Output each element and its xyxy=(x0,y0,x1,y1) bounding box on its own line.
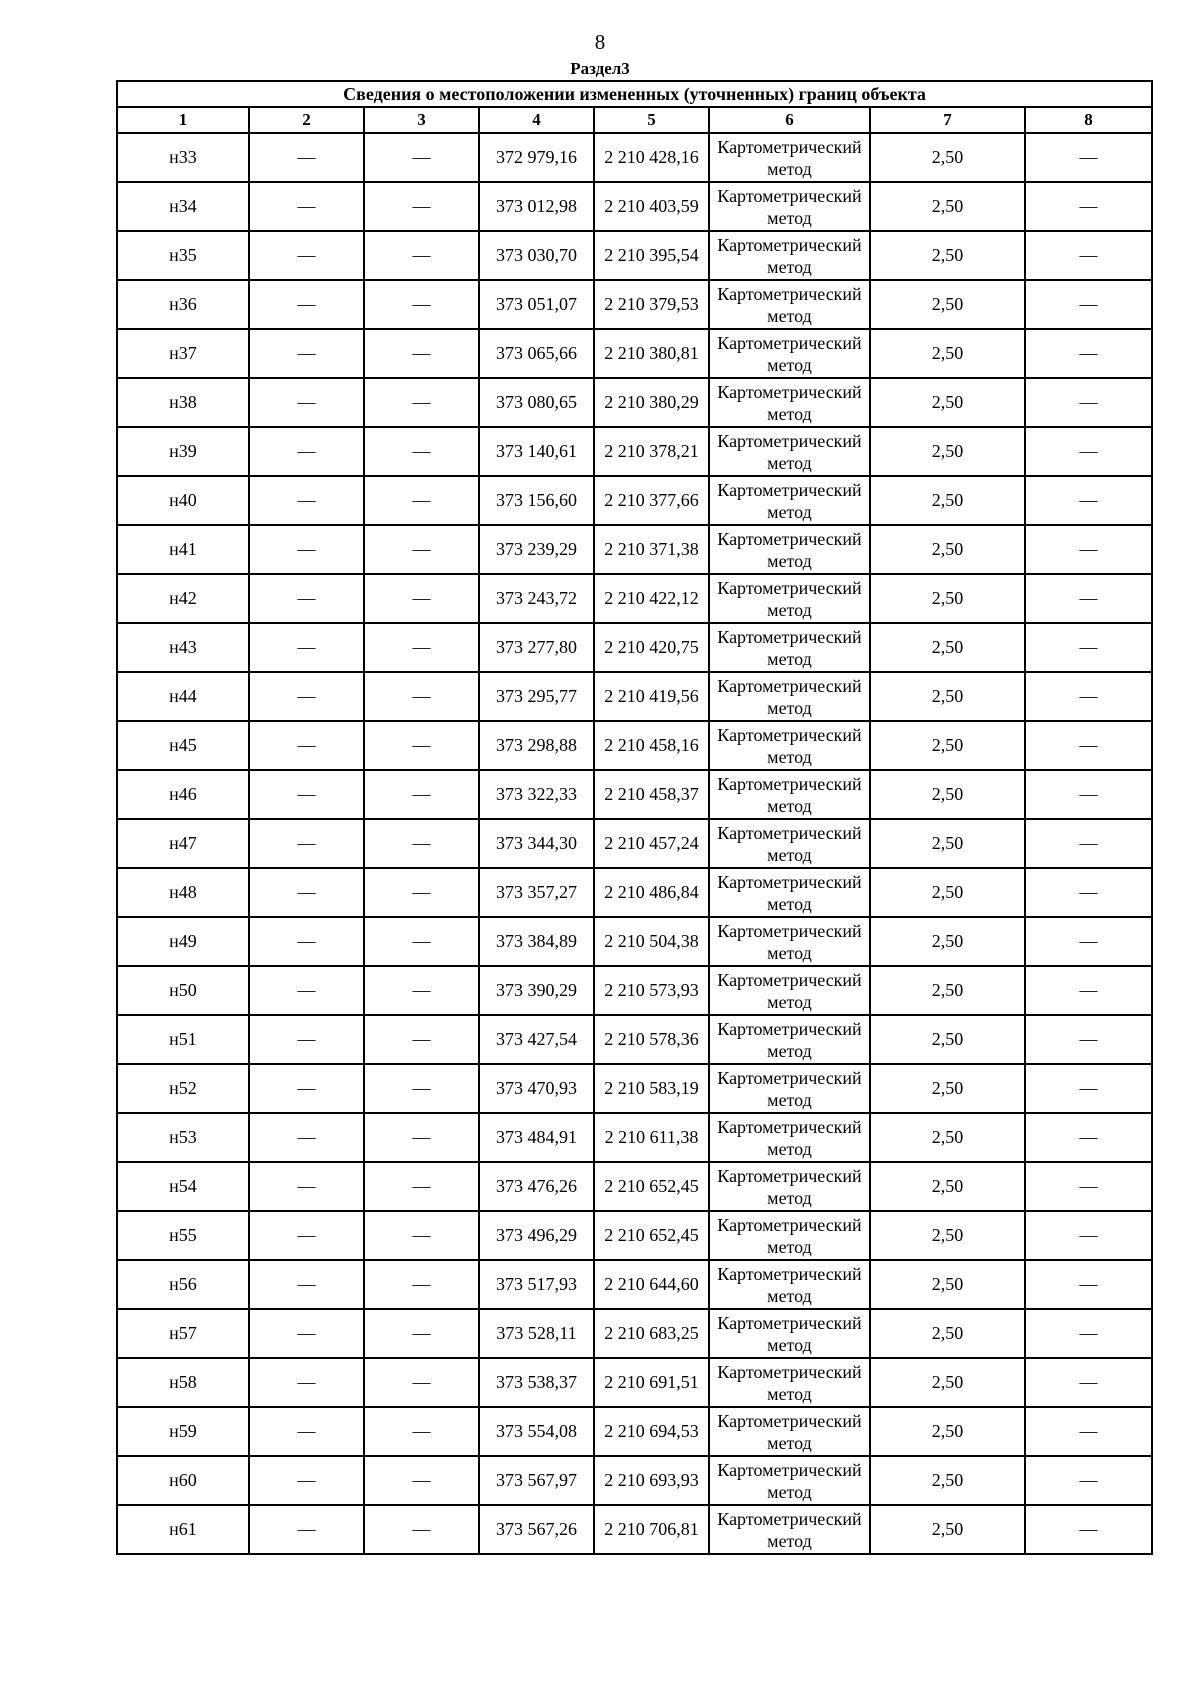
x-coordinate-cell: 373 080,65 xyxy=(479,378,594,427)
y-coordinate-cell: 2 210 611,38 xyxy=(594,1113,709,1162)
point-number-cell: н55 xyxy=(117,1211,249,1260)
empty-cell: — xyxy=(249,1505,364,1554)
y-coordinate-cell: 2 210 573,93 xyxy=(594,966,709,1015)
empty-cell: — xyxy=(364,819,479,868)
y-coordinate-cell: 2 210 683,25 xyxy=(594,1309,709,1358)
accuracy-cell: 2,50 xyxy=(870,476,1025,525)
table-row xyxy=(117,525,1152,574)
accuracy-cell: 2,50 xyxy=(870,1260,1025,1309)
y-coordinate-cell: 2 210 377,66 xyxy=(594,476,709,525)
empty-cell: — xyxy=(364,182,479,231)
empty-cell: — xyxy=(249,1456,364,1505)
point-number-cell: н36 xyxy=(117,280,249,329)
table-body xyxy=(117,133,1152,1554)
empty-cell: — xyxy=(1025,525,1152,574)
point-number-cell: н35 xyxy=(117,231,249,280)
method-cell: Картометрический метод xyxy=(709,1113,870,1162)
table-row xyxy=(117,1456,1152,1505)
empty-cell: — xyxy=(1025,966,1152,1015)
x-coordinate-cell: 373 322,33 xyxy=(479,770,594,819)
accuracy-cell: 2,50 xyxy=(870,1113,1025,1162)
point-number-cell: н58 xyxy=(117,1358,249,1407)
empty-cell: — xyxy=(249,231,364,280)
method-cell: Картометрический метод xyxy=(709,1064,870,1113)
empty-cell: — xyxy=(1025,280,1152,329)
accuracy-cell: 2,50 xyxy=(870,1064,1025,1113)
method-cell: Картометрический метод xyxy=(709,721,870,770)
x-coordinate-cell: 373 051,07 xyxy=(479,280,594,329)
method-cell: Картометрический метод xyxy=(709,868,870,917)
table-row xyxy=(117,770,1152,819)
method-cell: Картометрический метод xyxy=(709,1456,870,1505)
table-row xyxy=(117,1260,1152,1309)
method-cell: Картометрический метод xyxy=(709,280,870,329)
empty-cell: — xyxy=(1025,1407,1152,1456)
x-coordinate-cell: 373 390,29 xyxy=(479,966,594,1015)
method-cell: Картометрический метод xyxy=(709,623,870,672)
y-coordinate-cell: 2 210 693,93 xyxy=(594,1456,709,1505)
y-coordinate-cell: 2 210 428,16 xyxy=(594,133,709,182)
point-number-cell: н60 xyxy=(117,1456,249,1505)
empty-cell: — xyxy=(249,1064,364,1113)
accuracy-cell: 2,50 xyxy=(870,329,1025,378)
point-number-cell: н50 xyxy=(117,966,249,1015)
y-coordinate-cell: 2 210 422,12 xyxy=(594,574,709,623)
point-number-cell: н41 xyxy=(117,525,249,574)
y-coordinate-cell: 2 210 644,60 xyxy=(594,1260,709,1309)
table-row xyxy=(117,574,1152,623)
x-coordinate-cell: 373 298,88 xyxy=(479,721,594,770)
table-row xyxy=(117,133,1152,182)
empty-cell: — xyxy=(249,672,364,721)
y-coordinate-cell: 2 210 457,24 xyxy=(594,819,709,868)
table-row xyxy=(117,917,1152,966)
x-coordinate-cell: 373 156,60 xyxy=(479,476,594,525)
empty-cell: — xyxy=(1025,868,1152,917)
y-coordinate-cell: 2 210 379,53 xyxy=(594,280,709,329)
empty-cell: — xyxy=(1025,770,1152,819)
accuracy-cell: 2,50 xyxy=(870,1211,1025,1260)
x-coordinate-cell: 373 277,80 xyxy=(479,623,594,672)
empty-cell: — xyxy=(249,1211,364,1260)
accuracy-cell: 2,50 xyxy=(870,427,1025,476)
table-row xyxy=(117,1064,1152,1113)
table-row xyxy=(117,1407,1152,1456)
empty-cell: — xyxy=(249,1162,364,1211)
empty-cell: — xyxy=(249,427,364,476)
x-coordinate-cell: 373 517,93 xyxy=(479,1260,594,1309)
empty-cell: — xyxy=(364,476,479,525)
point-number-cell: н51 xyxy=(117,1015,249,1064)
accuracy-cell: 2,50 xyxy=(870,1407,1025,1456)
empty-cell: — xyxy=(249,721,364,770)
x-coordinate-cell: 373 012,98 xyxy=(479,182,594,231)
empty-cell: — xyxy=(249,770,364,819)
table-row xyxy=(117,280,1152,329)
accuracy-cell: 2,50 xyxy=(870,1309,1025,1358)
accuracy-cell: 2,50 xyxy=(870,1358,1025,1407)
table-row xyxy=(117,1309,1152,1358)
point-number-cell: н42 xyxy=(117,574,249,623)
accuracy-cell: 2,50 xyxy=(870,770,1025,819)
point-number-cell: н46 xyxy=(117,770,249,819)
point-number-cell: н40 xyxy=(117,476,249,525)
empty-cell: — xyxy=(249,917,364,966)
method-cell: Картометрический метод xyxy=(709,427,870,476)
table-row xyxy=(117,182,1152,231)
column-number: 5 xyxy=(594,107,709,133)
accuracy-cell: 2,50 xyxy=(870,1456,1025,1505)
point-number-cell: н43 xyxy=(117,623,249,672)
y-coordinate-cell: 2 210 578,36 xyxy=(594,1015,709,1064)
y-coordinate-cell: 2 210 652,45 xyxy=(594,1162,709,1211)
empty-cell: — xyxy=(364,427,479,476)
y-coordinate-cell: 2 210 403,59 xyxy=(594,182,709,231)
point-number-cell: н61 xyxy=(117,1505,249,1554)
point-number-cell: н38 xyxy=(117,378,249,427)
empty-cell: — xyxy=(249,525,364,574)
method-cell: Картометрический метод xyxy=(709,1211,870,1260)
accuracy-cell: 2,50 xyxy=(870,917,1025,966)
accuracy-cell: 2,50 xyxy=(870,868,1025,917)
boundary-coordinates-table xyxy=(116,80,1153,1555)
accuracy-cell: 2,50 xyxy=(870,966,1025,1015)
empty-cell: — xyxy=(1025,1113,1152,1162)
empty-cell: — xyxy=(1025,819,1152,868)
point-number-cell: н54 xyxy=(117,1162,249,1211)
x-coordinate-cell: 373 538,37 xyxy=(479,1358,594,1407)
point-number-cell: н44 xyxy=(117,672,249,721)
accuracy-cell: 2,50 xyxy=(870,672,1025,721)
x-coordinate-cell: 373 357,27 xyxy=(479,868,594,917)
empty-cell: — xyxy=(1025,1162,1152,1211)
method-cell: Картометрический метод xyxy=(709,574,870,623)
empty-cell: — xyxy=(249,133,364,182)
accuracy-cell: 2,50 xyxy=(870,231,1025,280)
point-number-cell: н47 xyxy=(117,819,249,868)
y-coordinate-cell: 2 210 419,56 xyxy=(594,672,709,721)
method-cell: Картометрический метод xyxy=(709,231,870,280)
empty-cell: — xyxy=(364,1162,479,1211)
empty-cell: — xyxy=(249,1407,364,1456)
accuracy-cell: 2,50 xyxy=(870,721,1025,770)
empty-cell: — xyxy=(364,1505,479,1554)
empty-cell: — xyxy=(249,476,364,525)
empty-cell: — xyxy=(249,819,364,868)
accuracy-cell: 2,50 xyxy=(870,525,1025,574)
empty-cell: — xyxy=(249,1015,364,1064)
empty-cell: — xyxy=(249,1358,364,1407)
empty-cell: — xyxy=(249,280,364,329)
point-number-cell: н57 xyxy=(117,1309,249,1358)
empty-cell: — xyxy=(364,623,479,672)
table-row xyxy=(117,966,1152,1015)
method-cell: Картометрический метод xyxy=(709,1358,870,1407)
empty-cell: — xyxy=(249,1309,364,1358)
point-number-cell: н52 xyxy=(117,1064,249,1113)
method-cell: Картометрический метод xyxy=(709,329,870,378)
empty-cell: — xyxy=(1025,721,1152,770)
empty-cell: — xyxy=(364,721,479,770)
empty-cell: — xyxy=(1025,231,1152,280)
method-cell: Картометрический метод xyxy=(709,966,870,1015)
table-caption: Сведения о местоположении измененных (уточненных) границ объекта xyxy=(117,81,1152,107)
method-cell: Картометрический метод xyxy=(709,770,870,819)
empty-cell: — xyxy=(249,574,364,623)
empty-cell: — xyxy=(249,623,364,672)
section-title: Раздел3 xyxy=(570,59,630,78)
empty-cell: — xyxy=(1025,1015,1152,1064)
empty-cell: — xyxy=(1025,1505,1152,1554)
accuracy-cell: 2,50 xyxy=(870,574,1025,623)
point-number-cell: н48 xyxy=(117,868,249,917)
point-number-cell: н53 xyxy=(117,1113,249,1162)
method-cell: Картометрический метод xyxy=(709,1309,870,1358)
empty-cell: — xyxy=(1025,1456,1152,1505)
accuracy-cell: 2,50 xyxy=(870,378,1025,427)
column-number: 7 xyxy=(870,107,1025,133)
y-coordinate-cell: 2 210 504,38 xyxy=(594,917,709,966)
empty-cell: — xyxy=(364,1260,479,1309)
x-coordinate-cell: 373 554,08 xyxy=(479,1407,594,1456)
table-row xyxy=(117,1113,1152,1162)
x-coordinate-cell: 373 344,30 xyxy=(479,819,594,868)
table-row xyxy=(117,1358,1152,1407)
table-row xyxy=(117,1211,1152,1260)
y-coordinate-cell: 2 210 458,37 xyxy=(594,770,709,819)
accuracy-cell: 2,50 xyxy=(870,1505,1025,1554)
table-row xyxy=(117,721,1152,770)
y-coordinate-cell: 2 210 378,21 xyxy=(594,427,709,476)
empty-cell: — xyxy=(364,1456,479,1505)
point-number-cell: н33 xyxy=(117,133,249,182)
empty-cell: — xyxy=(1025,1309,1152,1358)
empty-cell: — xyxy=(364,1015,479,1064)
empty-cell: — xyxy=(364,133,479,182)
column-number: 8 xyxy=(1025,107,1152,133)
accuracy-cell: 2,50 xyxy=(870,1015,1025,1064)
empty-cell: — xyxy=(1025,623,1152,672)
x-coordinate-cell: 372 979,16 xyxy=(479,133,594,182)
y-coordinate-cell: 2 210 371,38 xyxy=(594,525,709,574)
y-coordinate-cell: 2 210 380,29 xyxy=(594,378,709,427)
point-number-cell: н39 xyxy=(117,427,249,476)
empty-cell: — xyxy=(364,1211,479,1260)
x-coordinate-cell: 373 140,61 xyxy=(479,427,594,476)
empty-cell: — xyxy=(364,1358,479,1407)
empty-cell: — xyxy=(1025,917,1152,966)
x-coordinate-cell: 373 528,11 xyxy=(479,1309,594,1358)
point-number-cell: н56 xyxy=(117,1260,249,1309)
empty-cell: — xyxy=(364,1407,479,1456)
method-cell: Картометрический метод xyxy=(709,378,870,427)
empty-cell: — xyxy=(364,868,479,917)
x-coordinate-cell: 373 427,54 xyxy=(479,1015,594,1064)
empty-cell: — xyxy=(1025,427,1152,476)
accuracy-cell: 2,50 xyxy=(870,182,1025,231)
empty-cell: — xyxy=(1025,574,1152,623)
column-number-row xyxy=(117,107,1152,133)
empty-cell: — xyxy=(249,966,364,1015)
table-row xyxy=(117,476,1152,525)
x-coordinate-cell: 373 030,70 xyxy=(479,231,594,280)
y-coordinate-cell: 2 210 486,84 xyxy=(594,868,709,917)
x-coordinate-cell: 373 567,26 xyxy=(479,1505,594,1554)
x-coordinate-cell: 373 470,93 xyxy=(479,1064,594,1113)
table-row xyxy=(117,868,1152,917)
method-cell: Картометрический метод xyxy=(709,819,870,868)
accuracy-cell: 2,50 xyxy=(870,819,1025,868)
x-coordinate-cell: 373 567,97 xyxy=(479,1456,594,1505)
table-row xyxy=(117,1162,1152,1211)
empty-cell: — xyxy=(249,1113,364,1162)
y-coordinate-cell: 2 210 380,81 xyxy=(594,329,709,378)
column-number: 1 xyxy=(117,107,249,133)
empty-cell: — xyxy=(249,868,364,917)
accuracy-cell: 2,50 xyxy=(870,133,1025,182)
point-number-cell: н37 xyxy=(117,329,249,378)
method-cell: Картометрический метод xyxy=(709,1505,870,1554)
point-number-cell: н45 xyxy=(117,721,249,770)
empty-cell: — xyxy=(364,378,479,427)
method-cell: Картометрический метод xyxy=(709,525,870,574)
empty-cell: — xyxy=(1025,1064,1152,1113)
table-row xyxy=(117,231,1152,280)
method-cell: Картометрический метод xyxy=(709,1015,870,1064)
empty-cell: — xyxy=(364,672,479,721)
empty-cell: — xyxy=(1025,1358,1152,1407)
empty-cell: — xyxy=(249,329,364,378)
empty-cell: — xyxy=(364,525,479,574)
table-row xyxy=(117,427,1152,476)
method-cell: Картометрический метод xyxy=(709,133,870,182)
empty-cell: — xyxy=(1025,133,1152,182)
table-row xyxy=(117,672,1152,721)
point-number-cell: н59 xyxy=(117,1407,249,1456)
column-number: 2 xyxy=(249,107,364,133)
y-coordinate-cell: 2 210 652,45 xyxy=(594,1211,709,1260)
x-coordinate-cell: 373 384,89 xyxy=(479,917,594,966)
point-number-cell: н49 xyxy=(117,917,249,966)
method-cell: Картометрический метод xyxy=(709,1407,870,1456)
page-number: 8 xyxy=(594,30,606,54)
y-coordinate-cell: 2 210 395,54 xyxy=(594,231,709,280)
table-row xyxy=(117,819,1152,868)
y-coordinate-cell: 2 210 691,51 xyxy=(594,1358,709,1407)
method-cell: Картометрический метод xyxy=(709,917,870,966)
empty-cell: — xyxy=(249,182,364,231)
table-row xyxy=(117,378,1152,427)
empty-cell: — xyxy=(364,280,479,329)
column-number: 4 xyxy=(479,107,594,133)
method-cell: Картометрический метод xyxy=(709,476,870,525)
y-coordinate-cell: 2 210 694,53 xyxy=(594,1407,709,1456)
y-coordinate-cell: 2 210 458,16 xyxy=(594,721,709,770)
empty-cell: — xyxy=(1025,182,1152,231)
empty-cell: — xyxy=(364,1113,479,1162)
table-row xyxy=(117,623,1152,672)
empty-cell: — xyxy=(249,378,364,427)
y-coordinate-cell: 2 210 583,19 xyxy=(594,1064,709,1113)
column-number: 3 xyxy=(364,107,479,133)
x-coordinate-cell: 373 484,91 xyxy=(479,1113,594,1162)
empty-cell: — xyxy=(1025,329,1152,378)
method-cell: Картометрический метод xyxy=(709,1260,870,1309)
empty-cell: — xyxy=(364,329,479,378)
empty-cell: — xyxy=(1025,476,1152,525)
empty-cell: — xyxy=(1025,378,1152,427)
empty-cell: — xyxy=(1025,672,1152,721)
x-coordinate-cell: 373 065,66 xyxy=(479,329,594,378)
accuracy-cell: 2,50 xyxy=(870,280,1025,329)
empty-cell: — xyxy=(364,966,479,1015)
empty-cell: — xyxy=(364,231,479,280)
table-row xyxy=(117,1015,1152,1064)
empty-cell: — xyxy=(249,1260,364,1309)
x-coordinate-cell: 373 295,77 xyxy=(479,672,594,721)
empty-cell: — xyxy=(1025,1260,1152,1309)
x-coordinate-cell: 373 476,26 xyxy=(479,1162,594,1211)
method-cell: Картометрический метод xyxy=(709,1162,870,1211)
empty-cell: — xyxy=(364,770,479,819)
column-number: 6 xyxy=(709,107,870,133)
table-row xyxy=(117,1505,1152,1554)
empty-cell: — xyxy=(364,1309,479,1358)
empty-cell: — xyxy=(364,574,479,623)
accuracy-cell: 2,50 xyxy=(870,623,1025,672)
x-coordinate-cell: 373 243,72 xyxy=(479,574,594,623)
x-coordinate-cell: 373 496,29 xyxy=(479,1211,594,1260)
y-coordinate-cell: 2 210 420,75 xyxy=(594,623,709,672)
x-coordinate-cell: 373 239,29 xyxy=(479,525,594,574)
table-row xyxy=(117,329,1152,378)
method-cell: Картометрический метод xyxy=(709,182,870,231)
point-number-cell: н34 xyxy=(117,182,249,231)
empty-cell: — xyxy=(364,917,479,966)
empty-cell: — xyxy=(364,1064,479,1113)
accuracy-cell: 2,50 xyxy=(870,1162,1025,1211)
empty-cell: — xyxy=(1025,1211,1152,1260)
y-coordinate-cell: 2 210 706,81 xyxy=(594,1505,709,1554)
method-cell: Картометрический метод xyxy=(709,672,870,721)
